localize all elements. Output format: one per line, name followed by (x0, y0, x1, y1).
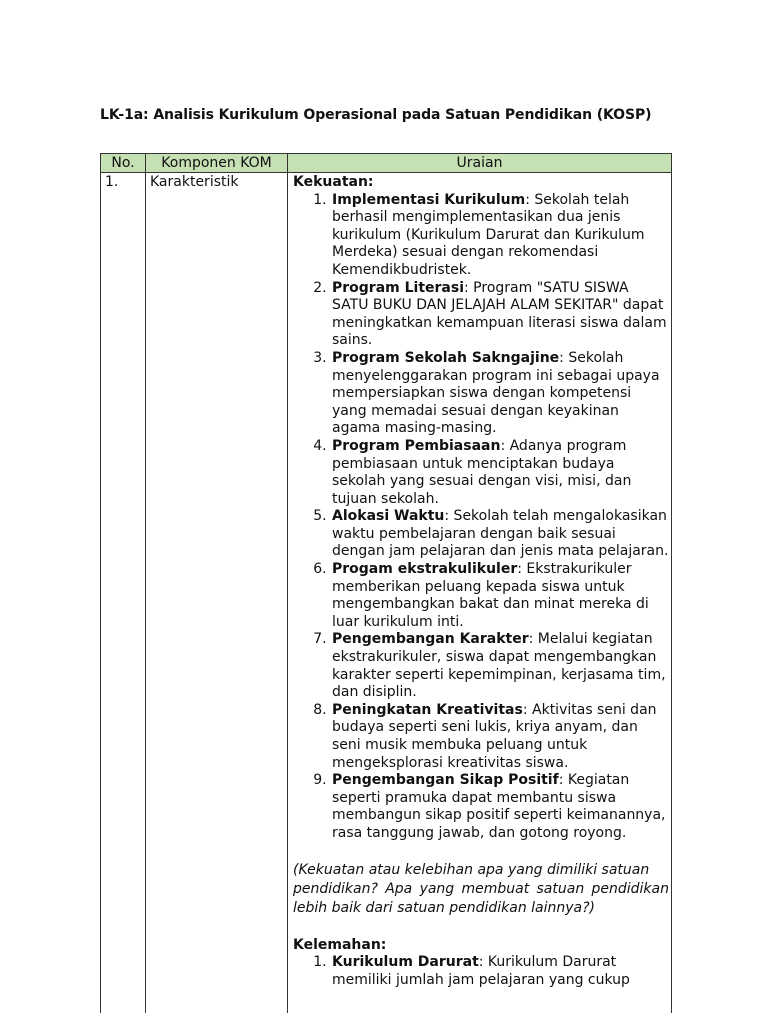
list-item (331, 631, 669, 701)
item-term: Progam ekstrakulikuler (332, 561, 518, 578)
item-text: : Kegiatan seperti pramuka dapat membantu siswa membangun sikap positif seperti keimanannya, rasa tanggung jawab, dan gotong royong. (332, 772, 666, 841)
list-item (331, 561, 669, 631)
guide-note (293, 861, 669, 918)
item-text: : Aktivitas seni dan budaya seperti seni lukis, kriya anyam, dan seni musik membuka peluang untuk mengeksplorasi kreativitas siswa. (332, 701, 657, 771)
item-term: Program Pembiasaan (332, 437, 501, 454)
list-item (331, 954, 669, 989)
item-text: : Melalui kegiatan ekstrakurikuler, siswa dapat mengembangkan karakter seperti kepemimpinan, kerjasama tim, dan disiplin. (332, 631, 666, 701)
item-text: : Adanya program pembiasaan untuk menciptakan budaya sekolah yang sesuai dengan visi, misi, dan tujuan sekolah. (332, 437, 632, 507)
item-term: Program Literasi (332, 279, 465, 296)
item-text: : Sekolah telah mengalokasikan waktu pembelajaran dengan baik sesuai dengan jam pelajaran dan jenis mata pelajaran. (332, 508, 669, 560)
header-komponen: Komponen KOM (146, 154, 288, 173)
item-text: : Sekolah telah berhasil mengimplementasikan dua jenis kurikulum (Kurikulum Darurat dan Kurikulum Merdeka) sesuai dengan rekomendasi Kemendikbudristek. (332, 191, 645, 278)
guide-note-line-1: (Kekuatan atau kelebihan apa yang dimiliki satuan (293, 861, 650, 878)
header-uraian: Uraian (288, 154, 672, 173)
item-text: : Kurikulum Darurat memiliki jumlah jam pelajaran yang cukup (332, 954, 630, 988)
table-row (101, 173, 672, 1013)
list-item (331, 772, 669, 842)
item-text: : Sekolah menyelenggarakan program ini sebagai upaya mempersiapkan siswa dengan kompetensi yang memadai sesuai dengan keyakinan agama masing-masing. (332, 349, 660, 437)
item-term: Alokasi Waktu (332, 508, 445, 525)
cell-no: 1. (101, 173, 146, 1013)
list-item (331, 702, 669, 772)
list-item (331, 280, 669, 350)
list-item (331, 192, 669, 280)
guide-note-line-2: pendidikan? Apa yang membuat satuan pendidikan lebih baik dari satuan pendidikan lainnya?) (293, 880, 669, 916)
item-term: Implementasi Kurikulum (332, 191, 526, 208)
item-term: Pengembangan Karakter (332, 631, 529, 648)
item-text: : Program "SATU SISWA SATU BUKU DAN JELAJAH ALAM SEKITAR" dapat meningkatkan kemampuan literasi siswa dalam sains. (332, 279, 667, 349)
item-term: Program Sekolah Sakngajine (332, 349, 560, 366)
item-term: Kurikulum Darurat (332, 954, 479, 971)
list-item (331, 508, 669, 561)
item-text: : Ekstrakurikuler memberikan peluang kepada siswa untuk mengembangkan bakat dan minat mereka di luar kurikulum inti. (332, 561, 649, 630)
list-item (331, 438, 669, 508)
list-item (331, 350, 669, 438)
weaknesses-list (293, 954, 669, 989)
cell-uraian (288, 173, 672, 1013)
cell-komponen: Karakteristik (146, 173, 288, 1013)
strengths-heading: Kekuatan: (293, 174, 374, 190)
item-term: Pengembangan Sikap Positif (332, 772, 559, 789)
kosp-analysis-table (100, 153, 672, 1013)
document-title: LK-1a: Analisis Kurikulum Operasional pada Satuan Pendidikan (KOSP) (100, 107, 652, 123)
strengths-list (293, 192, 669, 843)
weaknesses-heading: Kelemahan: (293, 936, 387, 953)
table-header-row (101, 154, 672, 173)
header-no: No. (101, 154, 146, 173)
item-term: Peningkatan Kreativitas (332, 701, 523, 718)
